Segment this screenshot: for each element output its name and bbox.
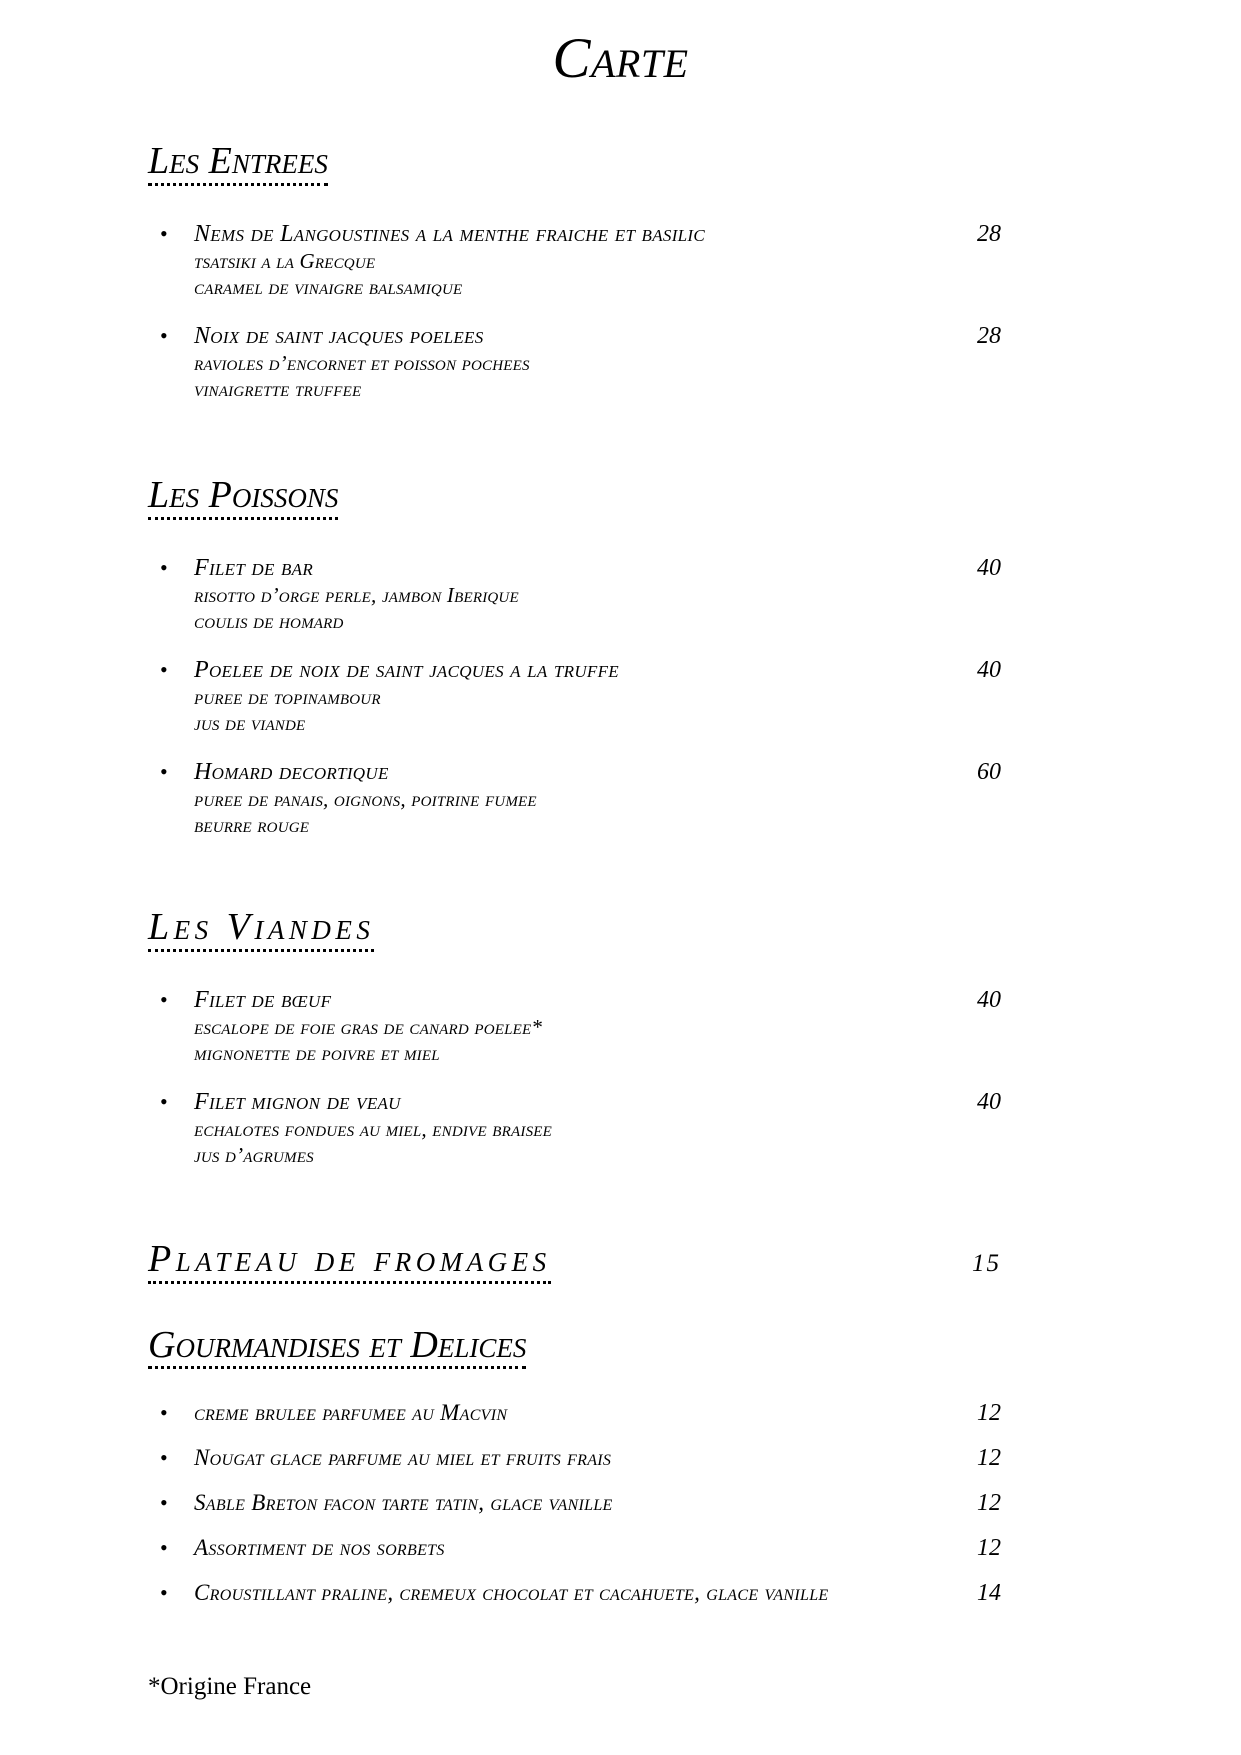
menu-content bbox=[148, 87, 1093, 1607]
bullet-icon: • bbox=[160, 758, 168, 784]
menu-item-description: caramel de vinaigre balsamique bbox=[194, 274, 463, 299]
footnote: *Origine France bbox=[148, 1673, 312, 1700]
menu-item-description: tsatsiki a la Grecque bbox=[194, 248, 376, 273]
menu-item-row bbox=[194, 1489, 1093, 1517]
section-heading: Les Poissons bbox=[148, 476, 338, 520]
bullet-icon: • bbox=[160, 1400, 168, 1426]
menu-item-row bbox=[194, 758, 1093, 786]
menu-item-description: puree de topinambour bbox=[194, 684, 381, 709]
menu-item-price: 28 bbox=[977, 220, 1001, 247]
bullet-icon: • bbox=[160, 1445, 168, 1471]
section-heading: Les Viandes bbox=[148, 908, 374, 952]
section-heading-row bbox=[148, 1237, 1093, 1284]
menu-item-row bbox=[194, 1444, 1093, 1472]
menu-item-name: Assortiment de nos sorbets bbox=[194, 1535, 445, 1561]
menu-item-row bbox=[194, 986, 1093, 1014]
menu-item bbox=[148, 986, 1093, 1066]
menu-item-description: echalotes fondues au miel, endive braisee bbox=[194, 1116, 552, 1141]
menu-item-row bbox=[194, 1579, 1093, 1607]
menu-item-price: 60 bbox=[977, 758, 1001, 785]
menu-item-price: 12 bbox=[977, 1535, 1001, 1562]
bullet-icon: • bbox=[160, 1535, 168, 1561]
section-items bbox=[148, 1399, 1093, 1607]
menu-item-name: Croustillant praline, cremeux chocolat et cacahuete, glace vanille bbox=[194, 1580, 829, 1606]
menu-item bbox=[148, 1489, 1093, 1517]
menu-item-name: Homard decortique bbox=[194, 758, 389, 785]
menu-item-price: 40 bbox=[977, 986, 1001, 1013]
menu-item-name: Filet de bœuf bbox=[194, 986, 332, 1013]
section-les-poissons bbox=[148, 402, 1093, 838]
menu-item-row bbox=[194, 220, 1093, 248]
section-items bbox=[148, 220, 1093, 402]
section-heading: Les Entrees bbox=[148, 142, 328, 186]
menu-item bbox=[148, 1534, 1093, 1562]
bullet-icon: • bbox=[160, 554, 168, 580]
menu-item-description: ravioles d’encornet et poisson pochees bbox=[194, 350, 530, 375]
menu-item-name: Filet de bar bbox=[194, 554, 314, 581]
bullet-icon: • bbox=[160, 986, 168, 1012]
page-title: Carte bbox=[552, 27, 689, 90]
menu-item bbox=[148, 1088, 1093, 1168]
section-items bbox=[148, 986, 1093, 1168]
menu-item-description: mignonette de poivre et miel bbox=[194, 1040, 440, 1065]
section-heading: Plateau de fromages bbox=[148, 1240, 551, 1284]
menu-item bbox=[148, 656, 1093, 736]
menu-item bbox=[148, 322, 1093, 402]
menu-item-name: Nougat glace parfume au miel et fruits frais bbox=[194, 1445, 612, 1471]
bullet-icon: • bbox=[160, 1580, 168, 1606]
menu-item-name: creme brulee parfumee au Macvin bbox=[194, 1400, 508, 1426]
menu-item bbox=[148, 554, 1093, 634]
bullet-icon: • bbox=[160, 656, 168, 682]
menu-item-description: escalope de foie gras de canard poelee* bbox=[194, 1014, 543, 1039]
bullet-icon: • bbox=[160, 1088, 168, 1114]
menu-item-description: vinaigrette truffee bbox=[194, 376, 362, 401]
section-items bbox=[148, 554, 1093, 838]
menu-item-row bbox=[194, 554, 1093, 582]
bullet-icon: • bbox=[160, 322, 168, 348]
section-les-entrees bbox=[148, 87, 1093, 402]
menu-item bbox=[148, 220, 1093, 300]
menu-item bbox=[148, 1399, 1093, 1427]
menu-item-price: 12 bbox=[977, 1400, 1001, 1427]
section-les-viandes bbox=[148, 838, 1093, 1168]
menu-item-name: Noix de saint jacques poelees bbox=[194, 322, 484, 349]
section-price: 15 bbox=[972, 1249, 1001, 1277]
menu-item-description: risotto d’orge perle, jambon Iberique bbox=[194, 582, 519, 607]
menu-item-price: 14 bbox=[977, 1580, 1001, 1607]
menu-item-price: 40 bbox=[977, 1088, 1001, 1115]
menu-item-price: 40 bbox=[977, 554, 1001, 581]
section-heading: Gourmandises et Delices bbox=[148, 1326, 526, 1370]
menu-item bbox=[148, 758, 1093, 838]
menu-item-price: 40 bbox=[977, 656, 1001, 683]
menu-item-price: 12 bbox=[977, 1490, 1001, 1517]
menu-item-description: puree de panais, oignons, poitrine fumee bbox=[194, 786, 537, 811]
section-gourmandises-et-delices bbox=[148, 1284, 1093, 1608]
menu-item-description: coulis de homard bbox=[194, 608, 344, 633]
menu-item-description: jus d’agrumes bbox=[194, 1142, 314, 1167]
menu-item bbox=[148, 1579, 1093, 1607]
menu-item-name: Nems de Langoustines a la menthe fraiche et basilic bbox=[194, 220, 706, 247]
bullet-icon: • bbox=[160, 1490, 168, 1516]
menu-item-description: beurre rouge bbox=[194, 812, 310, 837]
menu-item-name: Poelee de noix de saint jacques a la truffe bbox=[194, 656, 619, 683]
menu-item bbox=[148, 1444, 1093, 1472]
menu-item-description: jus de viande bbox=[194, 710, 306, 735]
menu-item-row bbox=[194, 322, 1093, 350]
menu-item-row bbox=[194, 656, 1093, 684]
menu-item-name: Filet mignon de veau bbox=[194, 1088, 401, 1115]
menu-item-row bbox=[194, 1534, 1093, 1562]
bullet-icon: • bbox=[160, 220, 168, 246]
menu-item-row bbox=[194, 1088, 1093, 1116]
menu-item-price: 28 bbox=[977, 322, 1001, 349]
section-plateau-de-fromages bbox=[148, 1168, 1093, 1284]
menu-item-name: Sable Breton facon tarte tatin, glace vanille bbox=[194, 1490, 613, 1516]
menu-item-row bbox=[194, 1399, 1093, 1427]
menu-item-price: 12 bbox=[977, 1445, 1001, 1472]
